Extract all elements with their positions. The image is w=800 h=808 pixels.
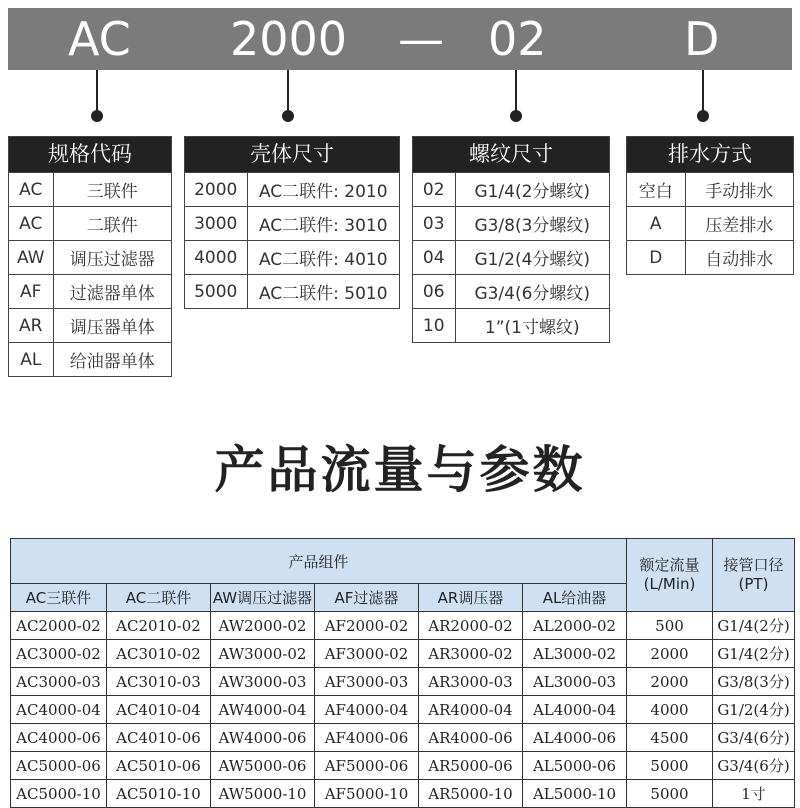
body-desc-cell: AC二联件: 5010 — [247, 275, 399, 309]
model-cell: AF5000-10 — [315, 780, 419, 808]
model-cell: AC3000-03 — [11, 668, 107, 696]
flow-cell: 4000 — [627, 696, 713, 724]
model-cell: AF3000-02 — [315, 640, 419, 668]
flow-cell: 2000 — [627, 640, 713, 668]
thread-size-box — [412, 136, 610, 343]
table-row — [11, 668, 795, 696]
model-cell: AF4000-06 — [315, 724, 419, 752]
column-header: AW调压过滤器 — [211, 584, 315, 612]
model-cell: AW4000-06 — [211, 724, 315, 752]
table-header-row — [11, 539, 795, 584]
model-cell: AC3010-03 — [107, 668, 211, 696]
thread-size-title: 螺纹尺寸 — [413, 137, 609, 172]
model-cell: AC2010-02 — [107, 612, 211, 640]
column-header: AR调压器 — [419, 584, 523, 612]
spec-code-cell: AW — [9, 241, 53, 275]
thread-code-cell: 02 — [413, 173, 455, 207]
port-cell: G3/8(3分) — [713, 668, 795, 696]
model-cell: AL5000-06 — [523, 752, 627, 780]
thread-code-cell: 10 — [413, 309, 455, 343]
params-table-body — [11, 612, 795, 808]
column-header: AF过滤器 — [315, 584, 419, 612]
spec-code-cell: AR — [9, 309, 53, 343]
drain-method-title: 排水方式 — [627, 137, 793, 172]
column-header: AC三联件 — [11, 584, 107, 612]
drain-method-box — [626, 136, 794, 275]
model-cell: AL3000-03 — [523, 668, 627, 696]
table-row — [11, 696, 795, 724]
model-thread-code: 02 — [488, 12, 547, 66]
model-series-code: AC — [68, 12, 131, 66]
table-row — [185, 275, 399, 309]
table-row — [185, 173, 399, 207]
thread-desc-cell: G3/4(6分螺纹) — [455, 275, 609, 309]
table-row — [627, 207, 793, 241]
model-cell: AC4010-04 — [107, 696, 211, 724]
body-desc-cell: AC二联件: 4010 — [247, 241, 399, 275]
model-cell: AC5010-10 — [107, 780, 211, 808]
flow-cell: 4500 — [627, 724, 713, 752]
spec-code-cell: AF — [9, 275, 53, 309]
port-cell: G1/4(2分) — [713, 640, 795, 668]
port-cell: G3/4(6分) — [713, 752, 795, 780]
table-row — [11, 612, 795, 640]
connector-dot-thread — [510, 110, 522, 122]
table-row — [413, 173, 609, 207]
model-cell: AR4000-04 — [419, 696, 523, 724]
model-cell: AL5000-10 — [523, 780, 627, 808]
flow-cell: 5000 — [627, 752, 713, 780]
table-row — [9, 207, 171, 241]
flow-cell: 2000 — [627, 668, 713, 696]
drain-code-cell: 空白 — [627, 173, 685, 207]
body-desc-cell: AC二联件: 3010 — [247, 207, 399, 241]
drain-method-table — [627, 172, 793, 274]
drain-desc-cell: 自动排水 — [685, 241, 793, 275]
body-size-title: 壳体尺寸 — [185, 137, 399, 172]
model-cell: AL3000-02 — [523, 640, 627, 668]
product-group-header: 产品组件 — [11, 539, 627, 584]
model-size-code: 2000 — [230, 12, 348, 66]
model-cell: AR5000-06 — [419, 752, 523, 780]
port-cell: G1/2(4分) — [713, 696, 795, 724]
model-cell: AR3000-03 — [419, 668, 523, 696]
body-code-cell: 5000 — [185, 275, 247, 309]
body-code-cell: 4000 — [185, 241, 247, 275]
table-row — [11, 752, 795, 780]
model-cell: AR3000-02 — [419, 640, 523, 668]
body-code-cell: 2000 — [185, 173, 247, 207]
connector-dot-drain — [697, 110, 709, 122]
thread-desc-cell: G1/4(2分螺纹) — [455, 173, 609, 207]
model-cell: AW5000-10 — [211, 780, 315, 808]
model-cell: AC4000-06 — [11, 724, 107, 752]
flow-cell: 500 — [627, 612, 713, 640]
body-desc-cell: AC二联件: 2010 — [247, 173, 399, 207]
decorative-fine-print — [190, 504, 610, 520]
column-header: AC二联件 — [107, 584, 211, 612]
table-row — [11, 780, 795, 808]
body-code-cell: 3000 — [185, 207, 247, 241]
section-title: 产品流量与参数 — [214, 441, 586, 499]
connector-dot-body — [282, 110, 294, 122]
spec-code-title: 规格代码 — [9, 137, 171, 172]
model-cell: AF5000-06 — [315, 752, 419, 780]
port-cell: G3/4(6分) — [713, 724, 795, 752]
model-cell: AR5000-10 — [419, 780, 523, 808]
model-cell: AL4000-06 — [523, 724, 627, 752]
spec-code-box — [8, 136, 172, 377]
drain-desc-cell: 压差排水 — [685, 207, 793, 241]
table-row — [9, 343, 171, 377]
model-cell: AL4000-04 — [523, 696, 627, 724]
table-row — [627, 241, 793, 275]
spec-desc-cell: 调压过滤器 — [53, 241, 171, 275]
model-cell: AR4000-06 — [419, 724, 523, 752]
model-dash: — — [398, 12, 444, 66]
model-cell: AC3010-02 — [107, 640, 211, 668]
spec-code-table — [9, 172, 171, 376]
table-row — [413, 275, 609, 309]
thread-desc-cell: G1/2(4分螺纹) — [455, 241, 609, 275]
thread-code-cell: 04 — [413, 241, 455, 275]
flow-cell: 5000 — [627, 780, 713, 808]
table-row — [9, 275, 171, 309]
spec-desc-cell: 二联件 — [53, 207, 171, 241]
model-drain-code: D — [684, 12, 720, 66]
model-cell: AF4000-04 — [315, 696, 419, 724]
table-row — [413, 241, 609, 275]
model-cell: AC2000-02 — [11, 612, 107, 640]
table-row — [413, 309, 609, 343]
table-row — [413, 207, 609, 241]
thread-desc-cell: G3/8(3分螺纹) — [455, 207, 609, 241]
table-row — [627, 173, 793, 207]
model-cell: AC5000-10 — [11, 780, 107, 808]
model-cell: AW4000-04 — [211, 696, 315, 724]
model-cell: AF2000-02 — [315, 612, 419, 640]
drain-code-cell: A — [627, 207, 685, 241]
connector-dot-spec — [91, 110, 103, 122]
body-size-table — [185, 172, 399, 308]
body-size-box — [184, 136, 400, 309]
rated-flow-header: 额定流量 (L/Min) — [627, 539, 713, 612]
spec-desc-cell: 三联件 — [53, 173, 171, 207]
product-params-table — [10, 538, 795, 808]
drain-desc-cell: 手动排水 — [685, 173, 793, 207]
model-cell: AR2000-02 — [419, 612, 523, 640]
model-cell: AF3000-03 — [315, 668, 419, 696]
model-cell: AC5000-06 — [11, 752, 107, 780]
spec-desc-cell: 给油器单体 — [53, 343, 171, 377]
table-row — [9, 309, 171, 343]
model-cell: AC5010-06 — [107, 752, 211, 780]
table-row — [9, 241, 171, 275]
thread-code-cell: 03 — [413, 207, 455, 241]
column-header: AL给油器 — [523, 584, 627, 612]
spec-code-cell: AC — [9, 173, 53, 207]
table-row — [185, 207, 399, 241]
thread-code-cell: 06 — [413, 275, 455, 309]
model-cell: AW3000-02 — [211, 640, 315, 668]
model-cell: AL2000-02 — [523, 612, 627, 640]
thread-desc-cell: 1”(1寸螺纹) — [455, 309, 609, 343]
table-row — [185, 241, 399, 275]
port-cell: G1/4(2分) — [713, 612, 795, 640]
port-size-header: 接管口径 (PT) — [713, 539, 795, 612]
model-cell: AW3000-03 — [211, 668, 315, 696]
spec-desc-cell: 调压器单体 — [53, 309, 171, 343]
model-cell: AC3000-02 — [11, 640, 107, 668]
table-row — [11, 640, 795, 668]
model-cell: AW2000-02 — [211, 612, 315, 640]
drain-code-cell: D — [627, 241, 685, 275]
thread-size-table — [413, 172, 609, 342]
table-row — [11, 724, 795, 752]
model-cell: AW5000-06 — [211, 752, 315, 780]
model-cell: AC4000-04 — [11, 696, 107, 724]
table-row — [9, 173, 171, 207]
spec-desc-cell: 过滤器单体 — [53, 275, 171, 309]
spec-code-cell: AL — [9, 343, 53, 377]
model-cell: AC4010-06 — [107, 724, 211, 752]
port-cell: 1寸 — [713, 780, 795, 808]
spec-code-cell: AC — [9, 207, 53, 241]
